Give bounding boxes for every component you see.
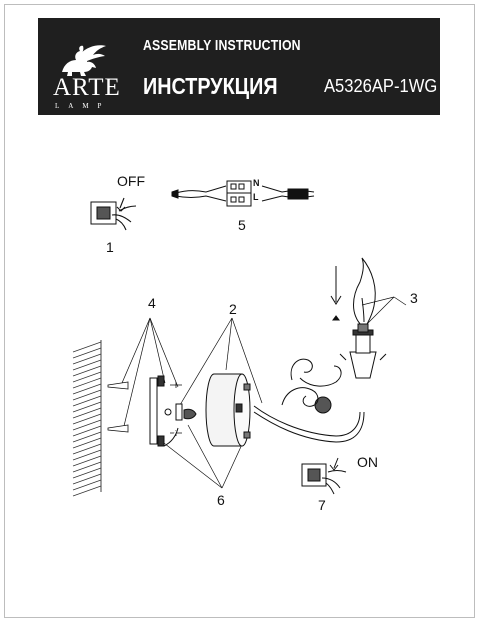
hatch-line [73, 384, 101, 394]
off-label: OFF [117, 173, 145, 189]
hatch-line [73, 438, 101, 448]
wall-switch-on-icon [302, 458, 346, 494]
hatch-line [73, 414, 101, 424]
hatch-line [73, 426, 101, 436]
hatch-line [73, 456, 101, 466]
model-number: A5326AP-1WG [324, 76, 438, 96]
arrow-down-icon [331, 266, 341, 320]
hatch-line [73, 420, 101, 430]
hatch-line [73, 432, 101, 442]
hatch-line [73, 360, 101, 370]
hatch-line [73, 468, 101, 478]
wall-switch-off-icon [91, 198, 136, 230]
step-2-label: 2 [229, 301, 237, 317]
terminal-letter-l: L [253, 192, 259, 202]
hatch-line [73, 390, 101, 400]
title-russian: ИНСТРУКЦИЯ [143, 73, 278, 99]
hatch-line [73, 408, 101, 418]
hatch-line [73, 462, 101, 472]
terminal-block-icon [172, 178, 314, 206]
hatch-line [73, 396, 101, 406]
hatch-line [73, 342, 101, 352]
step-3-label: 3 [410, 290, 418, 306]
hatch-line [73, 378, 101, 388]
brand-logo-subtext: LAMP [55, 102, 111, 110]
lamp-arm-icon [254, 330, 386, 442]
hatch-line [73, 372, 101, 382]
candle-bulb-icon [354, 258, 376, 332]
step-5-label: 5 [238, 217, 246, 233]
wall-anchors-icon [108, 382, 182, 436]
hatch-line [73, 486, 101, 496]
hatch-line [73, 348, 101, 358]
step-4-label: 4 [148, 295, 156, 311]
on-label: ON [357, 454, 378, 470]
mounting-bracket-icon [150, 376, 196, 446]
hatch-line [73, 354, 101, 364]
step-1-label: 1 [106, 239, 114, 255]
hatch-line [73, 450, 101, 460]
hatch-line [73, 480, 101, 490]
title-english: ASSEMBLY INSTRUCTION [143, 37, 301, 54]
hatch-line [73, 474, 101, 484]
hatch-line [73, 366, 101, 376]
step-7-label: 7 [318, 497, 326, 513]
terminal-letter-n: N [253, 178, 260, 188]
hatch-line [73, 402, 101, 412]
wall-hatch-lines [73, 342, 101, 496]
brand-logo-text: ARTE [53, 74, 121, 101]
step-6-label: 6 [217, 492, 225, 508]
canopy-backplate-icon [206, 374, 250, 446]
hatch-line [73, 444, 101, 454]
